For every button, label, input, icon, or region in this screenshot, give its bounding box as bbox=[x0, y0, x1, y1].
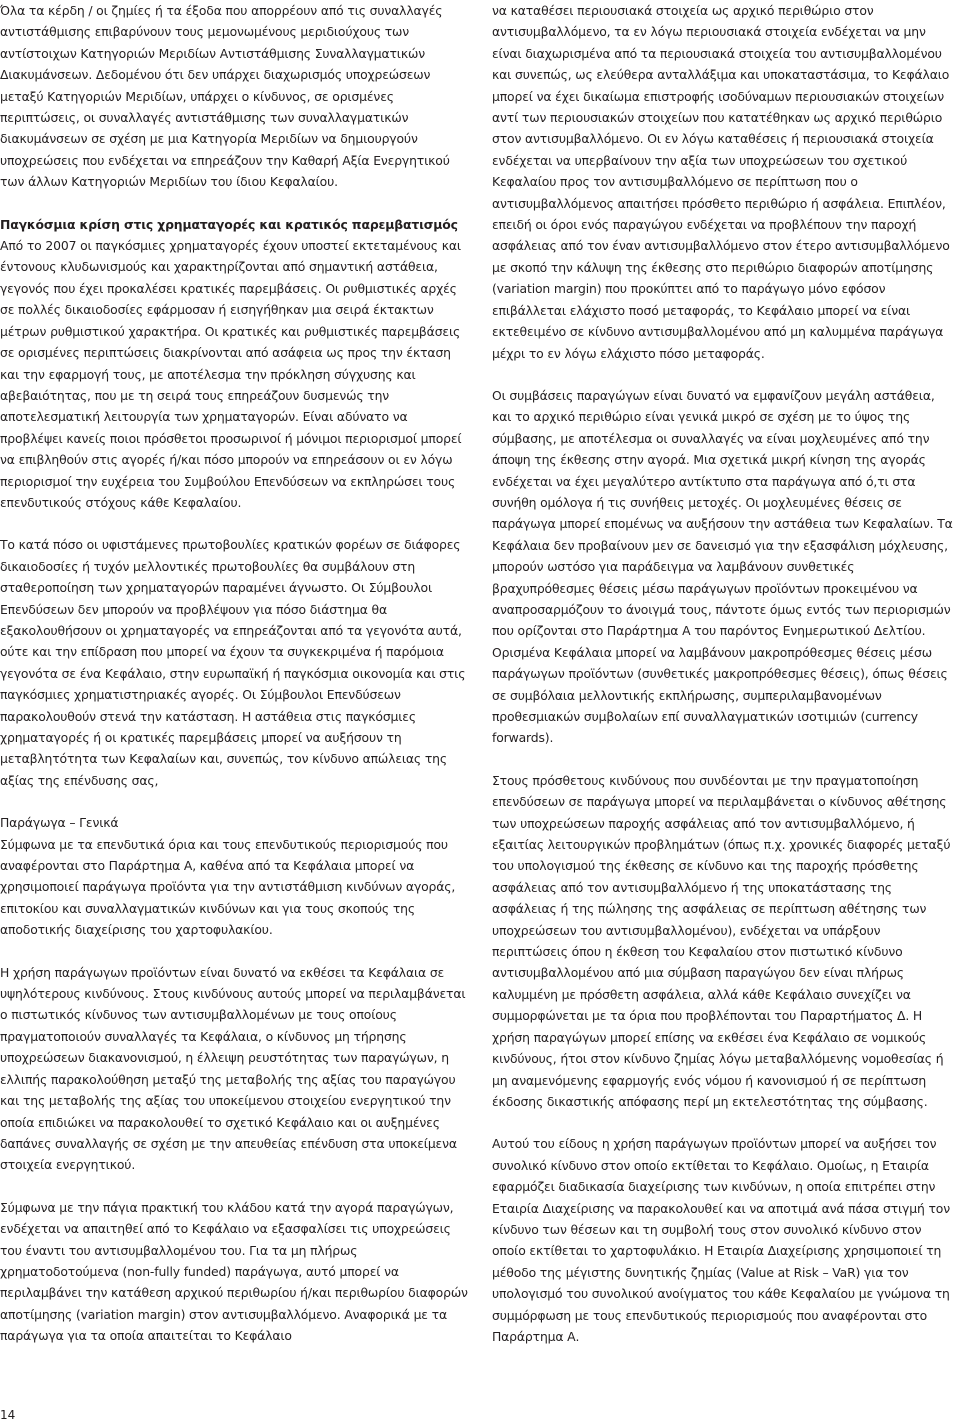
right-column bbox=[492, 0, 954, 1347]
section-heading-global-crisis: Παγκόσμια κρίση στις χρηματαγορές και κρατικός παρεμβατισμός bbox=[0, 216, 458, 232]
paragraph: Σύμφωνα με την πάγια πρακτική του κλάδου κατά την αγορά παραγώγων, ενδέχεται να απαιτηθεί από το Κεφάλαιο να εξασφαλίσει τις υποχρεώσεις του έναντι του αντισυμβαλλομένου του. Για τα μη πλήρως χρηματοδοτούμενα (non-fully funded) παράγωγα, αυτό μπορεί να περιλαμβάνει την κατάθεση αρχικού περιθωρίου ή/και περιθωρίου διαφορών αποτίμησης (variation margin) στον αντισυμβαλλόμενο. Αναφορικά με τα παράγωγα για τα οποία απαιτείται το Κεφάλαιο bbox=[0, 1199, 468, 1344]
left-column bbox=[0, 0, 468, 1347]
paragraph: Από το 2007 οι παγκόσμιες χρηματαγορές έχουν υποστεί εκτεταμένους και έντονους κλυδωνισμούς και χαρακτηρίζονται από σημαντική αστάθεια, γεγονός που έχει προκαλέσει κρατικές παρεμβάσεις. Οι ρυθμιστικές αρχές σε πολλές δικαιοδοσίες εφάρμοσαν ή εισηγήθηκαν μια σειρά έκτακτων μέτρων ρυθμιστικού χαρακτήρα. Οι κρατικές και ρυθμιστικές παρεμβάσεις σε ορισμένες περιπτώσεις διακρίνονται από ασάφεια ως προς την έκταση και την εφαρμογή τους, με αποτέλεσμα την πρόκληση σύγχυσης και αβεβαιότητας, που με τη σειρά τους επηρεάζουν δυσμενώς την αποτελεσματική λειτουργία των χρηματαγορών. Είναι αδύνατο να προβλέψει κανείς ποιοι πρόσθετοι προσωρινοί ή μόνιμοι περιορισμοί μπορεί να επιβληθούν στις αγορές ή/και πόσο μπορούν να επηρεάσουν οι εν λόγω περιορισμοί την ευχέρεια του Συμβούλου Επενδύσεων να εκπληρώσει τους επενδυτικούς στόχους κάθε Κεφαλαίου. bbox=[0, 238, 462, 510]
paragraph: Όλα τα κέρδη / οι ζημίες ή τα έξοδα που απορρέουν από τις συναλλαγές αντιστάθμισης επιβαρύνουν τους μεμονωμένους μεριδιούχους των αντίστοιχων Κατηγοριών Μεριδίων Αντιστάθμισης Συναλλαγματικών Διακυμάνσεων. Δεδομένου ότι δεν υπάρχει διαχωρισμός υποχρεώσεων μεταξύ Κατηγοριών Μεριδίων, υπάρχει ο κίνδυνος, σε ορισμένες περιπτώσεις, οι συναλλαγές αντιστάθμισης των συναλλαγματικών διακυμάνσεων σε σχέση με μια Κατηγορία Μεριδίων να δημιουργούν υποχρεώσεις που ενδέχεται να επηρεάζουν την Καθαρή Αξία Ενεργητικού των άλλων Κατηγοριών Μεριδίων του ίδιου Κεφαλαίου. bbox=[0, 3, 450, 190]
paragraph: Οι συμβάσεις παραγώγων είναι δυνατό να εμφανίζουν μεγάλη αστάθεια, και το αρχικό περιθώριο είναι γενικά μικρό σε σχέση με το ύψος της σύμβασης, με αποτέλεσμα οι συναλλαγές να είναι μοχλευμένες από την άποψη της έκθεσης στην αγορά. Μια σχετικά μικρή κίνηση της αγοράς ενδέχεται να έχει μεγαλύτερο αντίκτυπο στα παράγωγα από ό,τι στα συνήθη ομόλογα ή τις συνήθεις μετοχές. Οι μοχλευμένες θέσεις σε παράγωγα μπορεί επομένως να αυξήσουν την αστάθεια των Κεφαλαίων. Τα Κεφάλαια δεν προβαίνουν μεν σε δανεισμό για την εξασφάλιση μόχλευσης, μπορούν ωστόσο για παράδειγμα να λαμβάνουν συνθετικές βραχυπρόθεσμες θέσεις μέσω παράγωγων προϊόντων προκειμένου να αναπροσαρμόζουν το άνοιγμά τους, πάντοτε όμως εντός των περιορισμών που ορίζονται στο Παράρτημα Α του παρόντος Ενημερωτικού Δελτίου. Ορισμένα Κεφάλαια μπορεί να λαμβάνουν μακροπρόθεσμες θέσεις μέσω παράγωγων προϊόντων (συνθετικές μακροπρόθεσμες θέσεις), όπως θέσεις σε συμβόλαια μελλοντικής εκπλήρωσης, συμπεριλαμβανομένων προθεσμιακών συμβολαίων επί συναλλαγματικών ισοτιμιών (currency forwards). bbox=[492, 387, 953, 746]
section-heading-derivatives: Παράγωγα – Γενικά bbox=[0, 815, 119, 831]
page-number: 14 bbox=[0, 1408, 16, 1422]
paragraph: Αυτού του είδους η χρήση παράγωγων προϊόντων μπορεί να αυξήσει τον συνολικό κίνδυνο στον οποίο εκτίθεται το Κεφάλαιο. Ομοίως, η Εταιρία εφαρμόζει διαδικασία διαχείρισης των κινδύνων, η οποία επιτρέπει στην Εταιρία Διαχείρισης να παρακολουθεί και να αποτιμά ανά πάσα στιγμή τον κίνδυνο των θέσεων και τη συμβολή τους στον συνολικό κίνδυνο στον οποίο εκτίθεται το χαρτοφυλάκιο. Η Εταιρία Διαχείρισης χρησιμοποιεί τη μέθοδο της μέγιστης δυνητικής ζημίας (Value at Risk – VaR) για τον υπολογισμό του συνολικού ανοίγματος του κάθε Κεφαλαίου με γνώμονα τη συμμόρφωση με τους επενδυτικούς περιορισμούς που αναφέρονται στο Παράρτημα Α. bbox=[492, 1136, 950, 1344]
paragraph: Η χρήση παράγωγων προϊόντων είναι δυνατό να εκθέσει τα Κεφάλαια σε υψηλότερους κινδύνους. Στους κινδύνους αυτούς μπορεί να περιλαμβάνεται ο πιστωτικός κίνδυνος των αντισυμβαλλομένων με τους οποίους πραγματοποιούν συναλλαγές τα Κεφάλαια, ο κίνδυνος μη τήρησης υποχρεώσεων διακανονισμού, η έλλειψη ρευστότητας των παραγώγων, η ελλιπής παρακολούθηση μεταξύ της μεταβολής της αξίας του παραγώγου και της μεταβολής της αξίας του υποκείμενου στοιχείου ενεργητικού την οποία επιδιώκει να παρακολουθεί το σχετικό Κεφάλαιο και οι αυξημένες δαπάνες συναλλαγής σε σχέση με την απευθείας επένδυση στα υποκείμενα στοιχεία ενεργητικού. bbox=[0, 964, 466, 1173]
paragraph: να καταθέσει περιουσιακά στοιχεία ως αρχικό περιθώριο στον αντισυμβαλλόμενο, τα εν λόγω περιουσιακά στοιχεία ενδέχεται να μην είναι διαχωρισμένα από τα περιουσιακά στοιχεία του αντισυμβαλλομένου και συνεπώς, ως ελεύθερα ανταλλάξιμα και υποκαταστάσιμα, το Κεφάλαιο μπορεί να έχει δικαίωμα επιστροφής ισοδύναμων περιουσιακών στοιχείων αντί των περιουσιακών στοιχείων που κατατέθηκαν ως αρχικό περιθώριο στον αντισυμβαλλόμενο. Οι εν λόγω καταθέσεις ή περιουσιακά στοιχεία ενδέχεται να υπερβαίνουν την αξία των υποχρεώσεων του σχετικού Κεφαλαίου προς τον αντισυμβαλλόμενο σε περίπτωση που ο αντισυμβαλλόμενος απαιτήσει πρόσθετο περιθώριο ή ασφάλεια. Επιπλέον, επειδή οι όροι ενός παραγώγου ενδέχεται να προβλέπουν την παροχή ασφάλειας από τον έναν αντισυμβαλλόμενο στον έτερο αντισυμβαλλόμενο με σκοπό την κάλυψη της έκθεσης στο περιθώριο διαφορών αποτίμησης (variation margin) που προκύπτει από το παράγωγο μόνο εφόσον επιβάλλεται ελάχιστο ποσό μεταφοράς, το Κεφάλαιο μπορεί να είναι εκτεθειμένο σε κίνδυνο αντισυμβαλλομένου από μη καλυμμένα παράγωγα μέχρι το εν λόγω ελάχιστο πόσο μεταφοράς. bbox=[492, 3, 950, 361]
paragraph: Το κατά πόσο οι υφιστάμενες πρωτοβουλίες κρατικών φορέων σε διάφορες δικαιοδοσίες ή τυχόν μελλοντικές πρωτοβουλίες θα συμβάλουν στη σταθεροποίηση των χρηματαγορών παραμένει άγνωστο. Οι Σύμβουλοι Επενδύσεων δεν μπορούν να προβλέψουν για πόσο διάστημα θα εξακολουθήσουν οι χρηματαγορές να επηρεάζονται από τα γεγονότα αυτά, ούτε και την επίδραση που μπορεί να έχουν τα συγκεκριμένα ή παρόμοια γεγονότα σε ένα Κεφάλαιο, στην ευρωπαϊκή ή παγκόσμια οικονομία και στις παγκόσμιες χρηματιστηριακές αγορές. Οι Σύμβουλοι Επενδύσεων παρακολουθούν στενά την κατάσταση. Η αστάθεια στις παγκόσμιες χρηματαγορές ή οι κρατικές παρεμβάσεις μπορεί να αυξήσουν τη μεταβλητότητα των Κεφαλαίων και, συνεπώς, τον κίνδυνο απώλειας της αξίας της επένδυσης σας, bbox=[0, 537, 466, 788]
paragraph: Σύμφωνα με τα επενδυτικά όρια και τους επενδυτικούς περιορισμούς που αναφέρονται στο Παράρτημα Α, καθένα από τα Κεφάλαια μπορεί να χρησιμοποιεί παράγωγα προϊόντα για την αντιστάθμιση κινδύνων αγοράς, επιτοκίου και συναλλαγματικών κινδύνων και για τους σκοπούς της αποδοτικής διαχείρισης του χαρτοφυλακίου. bbox=[0, 836, 456, 938]
paragraph: Στους πρόσθετους κινδύνους που συνδέονται με την πραγματοποίηση επενδύσεων σε παράγωγα μπορεί να περιλαμβάνεται ο κίνδυνος αθέτησης των υποχρεώσεων παροχής ασφάλειας από τον αντισυμβαλλόμενο, ή εξαιτίας λειτουργικών προβλημάτων (όπως π.χ. χρονικές διαφορές μεταξύ του υπολογισμού της έκθεσης σε κίνδυνο και της παροχής πρόσθετης ασφάλειας από τον αντισυμβαλλόμενο ή της υποκατάστασης της ασφάλειας ή της πώλησης της ασφάλειας σε περίπτωση αθέτησης των υποχρεώσεων του αντισυμβαλλομένου), ενδέχεται να υπάρξουν περιπτώσεις όπου η έκθεση του Κεφαλαίου στον πιστωτικό κίνδυνο αντισυμβαλλομένου από μια σύμβαση παραγώγου δεν είναι πλήρως καλυμμένη με πρόσθετη ασφάλεια, αλλά κάθε Κεφάλαιο συνεχίζει να συμμορφώνεται με τα όρια που προβλέπονται του Παραρτήματος Δ. Η χρήση παραγώγων μπορεί επίσης να εκθέσει ένα Κεφάλαιο σε νομικούς κινδύνους, ήτοι στον κίνδυνο ζημίας λόγω μεταβαλλόμενης νομοθεσίας ή μη αναμενόμενης εφαρμογής ενός νόμου ή κανονισμού ή σε περίπτωση έκδοσης δικαστικής απόφασης περί μη εκτελεστότητας της σύμβασης. bbox=[492, 772, 951, 1109]
